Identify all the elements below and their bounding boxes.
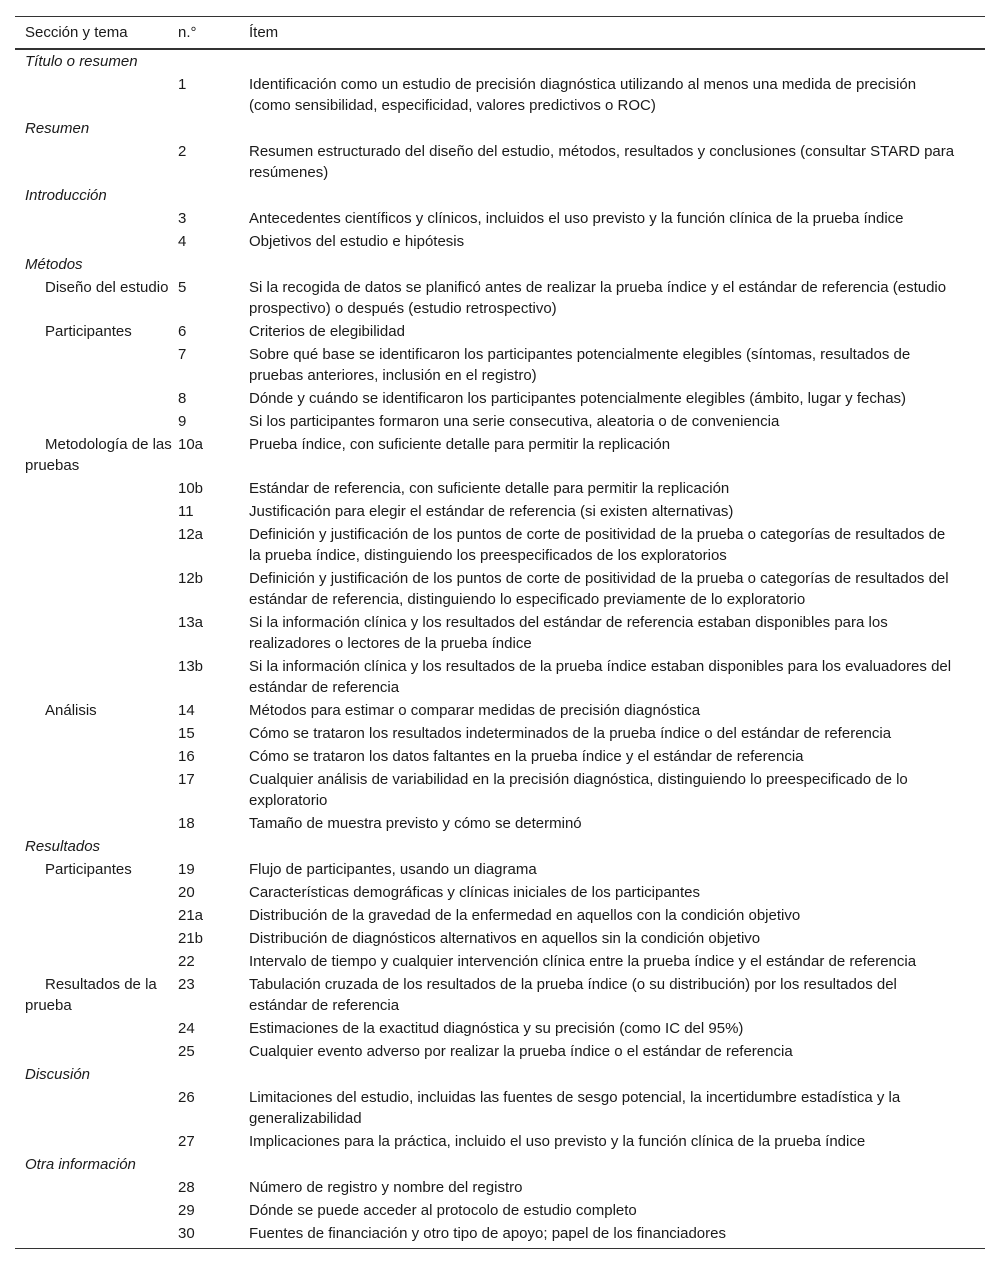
- section-title: Otra información: [25, 1156, 136, 1173]
- item-text: Métodos para estimar o comparar medidas de precisión diagnóstica: [249, 702, 701, 719]
- item-number: 29: [178, 1202, 195, 1219]
- table-row: [15, 523, 985, 567]
- table-row: [15, 276, 985, 320]
- table-row: [15, 699, 985, 722]
- item-text: Antecedentes científicos y clínicos, incluidos el uso previsto y la función clínica de la prueba índice: [249, 210, 904, 227]
- table-row: [15, 410, 985, 433]
- table-row: [15, 1222, 985, 1249]
- subsection-label: [15, 950, 178, 973]
- subsection-label: [15, 1017, 178, 1040]
- item-number: 7: [178, 346, 187, 363]
- item-number: 23: [178, 976, 195, 993]
- item-text: Sobre qué base se identificaron los participantes potencialmente elegibles (síntomas, resultados de pruebas anteriores, inclusión en el registro): [249, 346, 911, 384]
- section-row: [15, 835, 985, 858]
- subsection-label: [15, 1040, 178, 1063]
- item-text: Distribución de diagnósticos alternativos en aquellos sin la condición objetivo: [249, 930, 761, 947]
- table-row: [15, 230, 985, 253]
- subsection-label: [15, 927, 178, 950]
- item-text: Si los participantes formaron una serie consecutiva, aleatoria o de conveniencia: [249, 413, 780, 430]
- item-number: 17: [178, 771, 195, 788]
- table-row: [15, 1199, 985, 1222]
- item-text: Dónde se puede acceder al protocolo de estudio completo: [249, 1202, 637, 1219]
- table-row: [15, 387, 985, 410]
- table-row: [15, 611, 985, 655]
- subsection-label: Análisis: [45, 702, 97, 719]
- item-number: 19: [178, 861, 195, 878]
- table-row: [15, 140, 985, 184]
- subsection-label: [15, 1130, 178, 1153]
- item-number: 6: [178, 323, 187, 340]
- table-row: [15, 477, 985, 500]
- table-row: [15, 812, 985, 835]
- header-item: Ítem: [249, 17, 985, 50]
- item-number: 14: [178, 702, 195, 719]
- table-row: [15, 433, 985, 477]
- item-number: 5: [178, 279, 187, 296]
- subsection-label: Participantes: [45, 861, 132, 878]
- item-number: 15: [178, 725, 195, 742]
- section-title: Título o resumen: [25, 53, 138, 70]
- subsection-label: [15, 655, 178, 699]
- table-row: [15, 1017, 985, 1040]
- table-row: [15, 1086, 985, 1130]
- table-row: [15, 722, 985, 745]
- item-text: Si la recogida de datos se planificó antes de realizar la prueba índice y el estándar de referencia (estudio prospectivo) o después (estudio retrospectivo): [249, 279, 947, 317]
- item-text: Resumen estructurado del diseño del estudio, métodos, resultados y conclusiones (consultar STARD para resúmenes): [249, 143, 955, 181]
- item-text: Definición y justificación de los puntos de corte de positividad de la prueba o categorías de resultados de la prueba índice, distinguiendo los preespecificados de los exploratorios: [249, 526, 946, 564]
- table-row: [15, 950, 985, 973]
- item-text: Flujo de participantes, usando un diagrama: [249, 861, 537, 878]
- item-text: Criterios de elegibilidad: [249, 323, 405, 340]
- table-row: [15, 343, 985, 387]
- subsection-label: [15, 477, 178, 500]
- item-text: Identificación como un estudio de precisión diagnóstica utilizando al menos una medida de precisión (como sensibilidad, especificidad, valores predictivos o ROC): [249, 76, 917, 114]
- table-row: [15, 1130, 985, 1153]
- subsection-label: [15, 523, 178, 567]
- item-text: Cualquier evento adverso por realizar la prueba índice o el estándar de referencia: [249, 1043, 793, 1060]
- item-number: 26: [178, 1089, 195, 1106]
- section-row: [15, 253, 985, 276]
- item-number: 12a: [178, 526, 204, 543]
- table-row: [15, 927, 985, 950]
- header-row: [15, 17, 985, 50]
- item-text: Fuentes de financiación y otro tipo de apoyo; papel de los financiadores: [249, 1222, 985, 1249]
- section-title: Resultados: [25, 838, 101, 855]
- item-text: Dónde y cuándo se identificaron los participantes potencialmente elegibles (ámbito, lugar y fechas): [249, 390, 907, 407]
- table-row: [15, 745, 985, 768]
- subsection-label: [15, 500, 178, 523]
- item-text: Implicaciones para la práctica, incluido el uso previsto y la función clínica de la prueba índice: [249, 1133, 866, 1150]
- section-row: [15, 117, 985, 140]
- item-text: Características demográficas y clínicas iniciales de los participantes: [249, 884, 701, 901]
- subsection-label: [15, 140, 178, 184]
- item-number: 16: [178, 748, 195, 765]
- subsection-label: [15, 745, 178, 768]
- subsection-label: [15, 410, 178, 433]
- subsection-label: [15, 904, 178, 927]
- table-row: [15, 973, 985, 1017]
- table-row: [15, 1176, 985, 1199]
- table-row: [15, 73, 985, 117]
- section-title: Discusión: [25, 1066, 91, 1083]
- table-row: [15, 881, 985, 904]
- item-text: Prueba índice, con suficiente detalle para permitir la replicación: [249, 436, 671, 453]
- subsection-label: [15, 567, 178, 611]
- subsection-label: Diseño del estudio: [45, 279, 169, 296]
- item-text: Estimaciones de la exactitud diagnóstica y su precisión (como IC del 95%): [249, 1020, 744, 1037]
- header-number: n.°: [178, 17, 249, 50]
- item-number: 21b: [178, 930, 204, 947]
- section-row: [15, 1153, 985, 1176]
- item-number: 22: [178, 953, 195, 970]
- item-text: Número de registro y nombre del registro: [249, 1179, 523, 1196]
- section-row: [15, 49, 985, 73]
- item-text: Tabulación cruzada de los resultados de la prueba índice (o su distribución) por los resultados del estándar de referencia: [249, 976, 897, 1014]
- item-number: 1: [178, 76, 187, 93]
- item-text: Distribución de la gravedad de la enfermedad en aquellos con la condición objetivo: [249, 907, 801, 924]
- item-number: 27: [178, 1133, 195, 1150]
- section-title: Resumen: [25, 120, 90, 137]
- subsection-label: [15, 1086, 178, 1130]
- item-text: Objetivos del estudio e hipótesis: [249, 233, 465, 250]
- item-number: 4: [178, 233, 187, 250]
- section-row: [15, 1063, 985, 1086]
- table-body: [15, 49, 985, 1249]
- subsection-label: [15, 73, 178, 117]
- item-number: 13b: [178, 658, 204, 675]
- table-row: [15, 904, 985, 927]
- table-row: [15, 207, 985, 230]
- item-number: 18: [178, 815, 195, 832]
- table-row: [15, 655, 985, 699]
- table-row: [15, 768, 985, 812]
- table-row: [15, 1040, 985, 1063]
- section-title: Métodos: [25, 256, 83, 273]
- item-text: Definición y justificación de los puntos de corte de positividad de la prueba o categorías de resultados del estándar de referencia, distinguiendo lo especificado previamente de lo exploratorio: [249, 570, 949, 608]
- section-row: [15, 184, 985, 207]
- item-number: 24: [178, 1020, 195, 1037]
- item-text: Cómo se trataron los datos faltantes en la prueba índice y el estándar de referencia: [249, 748, 804, 765]
- item-number: 20: [178, 884, 195, 901]
- subsection-label: [15, 207, 178, 230]
- section-title: Introducción: [25, 187, 107, 204]
- subsection-label: [15, 812, 178, 835]
- item-number: 9: [178, 413, 187, 430]
- item-number: 11: [178, 503, 194, 520]
- item-text: Estándar de referencia, con suficiente detalle para permitir la replicación: [249, 480, 730, 497]
- item-number: 8: [178, 390, 187, 407]
- item-number: 10b: [178, 480, 204, 497]
- item-text: Si la información clínica y los resultados del estándar de referencia estaban disponibles para los realizadores o lectores de la prueba índice: [249, 614, 888, 652]
- item-number: 21a: [178, 907, 204, 924]
- subsection-label: [15, 611, 178, 655]
- subsection-label: [15, 722, 178, 745]
- subsection-label: [15, 1176, 178, 1199]
- header-section: Sección y tema: [15, 17, 178, 50]
- item-number: 30: [178, 1222, 249, 1249]
- subsection-label: [15, 1222, 178, 1249]
- item-number: 25: [178, 1043, 195, 1060]
- item-text: Justificación para elegir el estándar de referencia (si existen alternativas): [249, 503, 734, 520]
- table-row: [15, 858, 985, 881]
- stard-checklist-table: [15, 16, 985, 1249]
- item-number: 28: [178, 1179, 195, 1196]
- item-number: 3: [178, 210, 187, 227]
- table-row: [15, 500, 985, 523]
- subsection-label: [15, 387, 178, 410]
- item-text: Intervalo de tiempo y cualquier intervención clínica entre la prueba índice y el estándar de referencia: [249, 953, 917, 970]
- subsection-label: [15, 881, 178, 904]
- subsection-label: Metodología de las pruebas: [25, 436, 172, 474]
- item-text: Cómo se trataron los resultados indeterminados de la prueba índice o del estándar de referencia: [249, 725, 892, 742]
- subsection-label: [15, 230, 178, 253]
- subsection-label: Participantes: [45, 323, 132, 340]
- item-text: Si la información clínica y los resultados de la prueba índice estaban disponibles para los evaluadores del estándar de referencia: [249, 658, 952, 696]
- item-text: Limitaciones del estudio, incluidas las fuentes de sesgo potencial, la incertidumbre estadística y la generalizabilidad: [249, 1089, 901, 1127]
- table-row: [15, 567, 985, 611]
- subsection-label: [15, 343, 178, 387]
- item-number: 10a: [178, 436, 204, 453]
- item-number: 2: [178, 143, 187, 160]
- item-number: 13a: [178, 614, 204, 631]
- subsection-label: Resultados de la prueba: [25, 976, 157, 1014]
- table-row: [15, 320, 985, 343]
- item-number: 12b: [178, 570, 204, 587]
- item-text: Tamaño de muestra previsto y cómo se determinó: [249, 815, 582, 832]
- subsection-label: [15, 768, 178, 812]
- subsection-label: [15, 1199, 178, 1222]
- item-text: Cualquier análisis de variabilidad en la precisión diagnóstica, distinguiendo lo preespecificado de lo exploratorio: [249, 771, 908, 809]
